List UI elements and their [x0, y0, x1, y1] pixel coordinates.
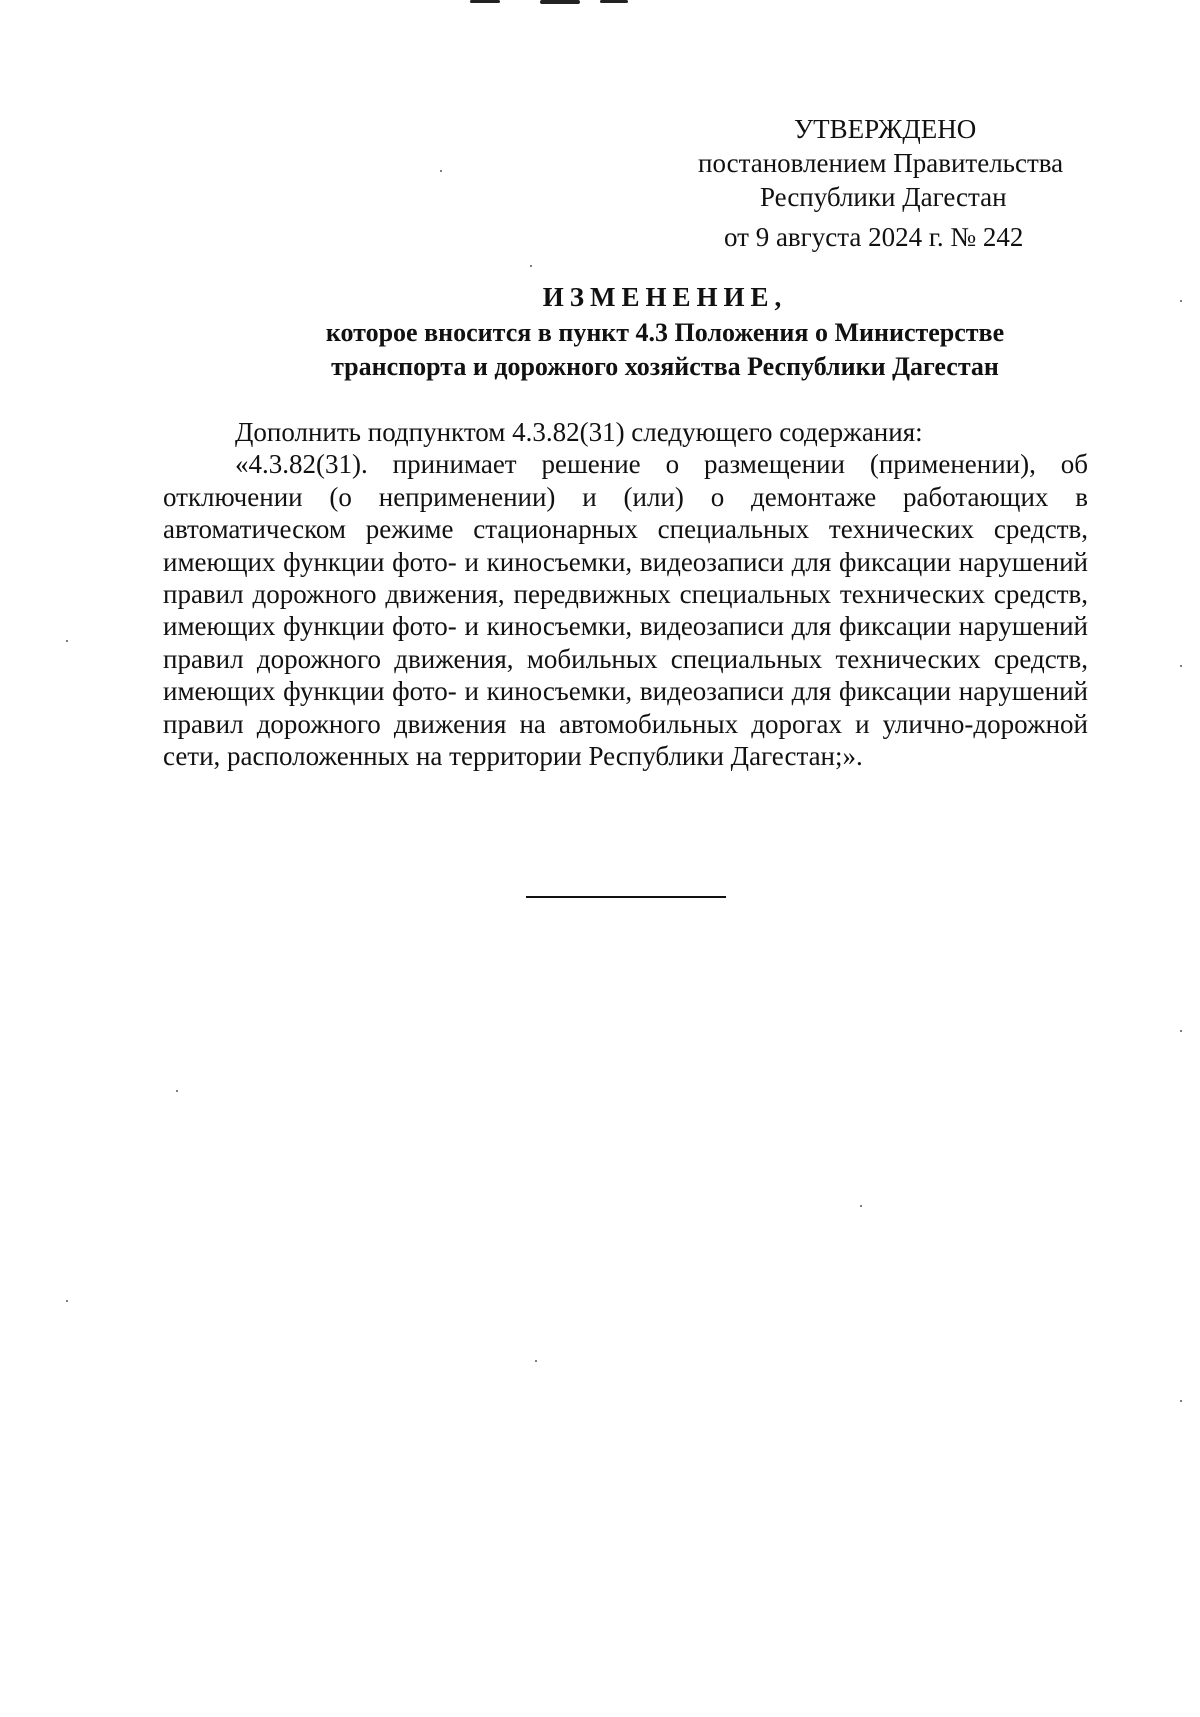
scan-speck — [66, 640, 68, 642]
document-subtitle-line: которое вносится в пункт 4.3 Положения о Министерстве — [325, 318, 1005, 347]
approval-line: Республики Дагестан — [760, 182, 1007, 212]
approval-line: постановлением Правительства — [698, 148, 1064, 178]
scan-speck — [176, 1090, 178, 1092]
document-body — [163, 416, 1088, 772]
scan-artifact-top — [470, 0, 500, 3]
approval-stamp — [690, 112, 1090, 254]
approval-title: УТВЕРЖДЕНО — [794, 114, 977, 144]
scan-speck — [1180, 665, 1182, 667]
scan-speck — [860, 1205, 862, 1207]
paragraph: Дополнить подпунктом 4.3.82(31) следующего содержания: — [235, 417, 923, 447]
scan-speck — [530, 265, 532, 267]
scan-artifact-top — [540, 0, 580, 4]
approval-date: от 9 августа 2024 г. № 242 — [724, 222, 1024, 252]
scan-speck — [66, 1300, 68, 1302]
scan-speck — [440, 170, 442, 172]
document-heading — [250, 280, 1080, 384]
paragraph: «4.3.82(31). принимает решение о размещении (применении), об отключении (о неприменении) и (или) о демонтаже работающих в автоматическом режиме стационарных специальных технических средств, имеющих функции фото- и киносъемки, видеозаписи для фиксации нарушений правил дорожного движения, передвижных специальных технических средств, имеющих функции фото- и киносъемки, видеозаписи для фиксации нарушений правил дорожного движения, мобильных специальных технических средств, имеющих функции фото- и киносъемки, видеозаписи для фиксации нарушений правил дорожного движения на автомобильных дорогах и улично-дорожной сети, расположенных на территории Республики Дагестан;». — [163, 449, 1088, 772]
end-divider — [526, 896, 726, 898]
scan-speck — [1180, 1030, 1182, 1032]
document-subtitle-line: транспорта и дорожного хозяйства Республики Дагестан — [331, 352, 999, 381]
scan-speck — [1180, 1400, 1182, 1402]
scan-speck — [1180, 300, 1182, 302]
document-title: ИЗМЕНЕНИЕ, — [542, 282, 788, 312]
scan-speck — [535, 1360, 537, 1362]
scan-artifact-top — [600, 0, 628, 3]
